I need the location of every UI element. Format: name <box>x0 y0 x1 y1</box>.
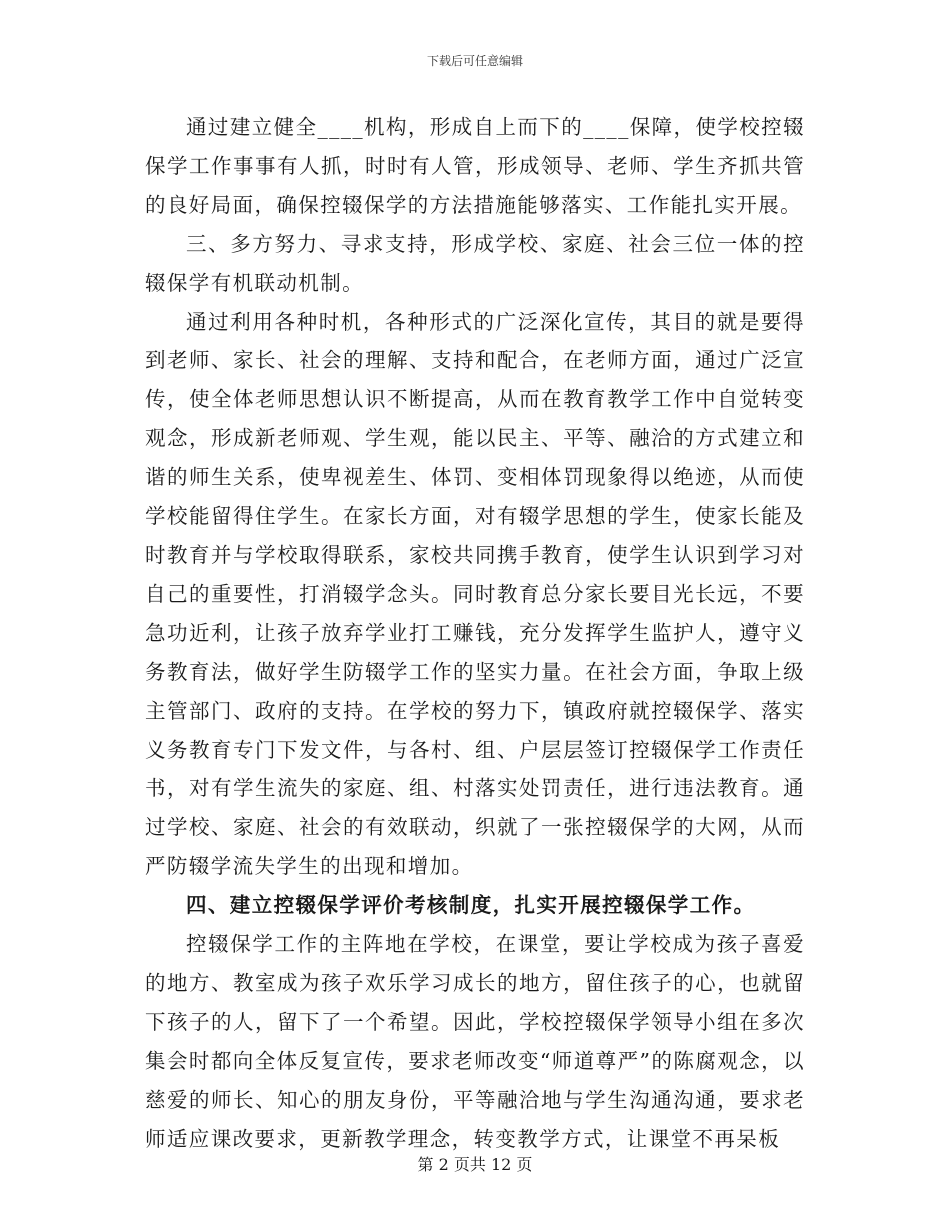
page-header-note: 下载后可任意编辑 <box>426 54 523 68</box>
document-body <box>145 108 805 1158</box>
paragraph-5: 控辍保学工作的主阵地在学校，在课堂，要让学校成为孩子喜爱的地方、教室成为孩子欢乐学习成长的地方，留住孩子的心，也就留下孩子的人，留下了一个希望。因此，学校控辍保学领导小组在多次集会时都向全体反复宣传，要求老师改变“师道尊严”的陈腐观念，以慈爱的师长、知心的朋友身份，平等融洽地与学生沟通沟通，要求老师适应课改要求，更新教学理念，转变教学方式，让课堂不再呆板 <box>145 932 805 1151</box>
paragraph-1: 通过建立健全____机构，形成自上而下的____保障，使学校控辍保学工作事事有人抓，时时有人管，形成领导、老师、学生齐抓共管的良好局面，确保控辍保学的方法措施能够落实、工作能扎实开展。 <box>145 115 805 217</box>
page-number: 第 2 页共 12 页 <box>417 1155 533 1174</box>
paragraph-3: 通过利用各种时机，各种形式的广泛深化宣传，其目的就是要得到老师、家长、社会的理解、支持和配合，在老师方面，通过广泛宣传，使全体老师思想认识不断提高，从而在教育教学工作中自觉转变观念，形成新老师观、学生观，能以民主、平等、融洽的方式建立和谐的师生关系，使卑视差生、体罚、变相体罚现象得以绝迹，从而使学校能留得住学生。在家长方面，对有辍学思想的学生，使家长能及时教育并与学校取得联系，家校共同携手教育，使学生认识到学习对自己的重要性，打消辍学念头。同时教育总分家长要目光长远，不要急功近利，让孩子放弃学业打工赚钱，充分发挥学生监护人，遵守义务教育法，做好学生防辍学工作的坚实力量。在社会方面，争取上级主管部门、政府的支持。在学校的努力下，镇政府就控辍保学、落实义务教育专门下发文件，与各村、组、户层层签订控辍保学工作责任书，对有学生流失的家庭、组、村落实处罚责任，进行违法教育。通过学校、家庭、社会的有效联动，织就了一张控辍保学的大网，从而严防辍学流失学生的出现和增加。 <box>145 309 805 879</box>
paragraph-2-heading: 三、多方努力、寻求支持，形成学校、家庭、社会三位一体的控辍保学有机联动机制。 <box>145 231 805 295</box>
paragraph-4-heading: 四、建立控辍保学评价考核制度，扎实开展控辍保学工作。 <box>186 893 756 918</box>
